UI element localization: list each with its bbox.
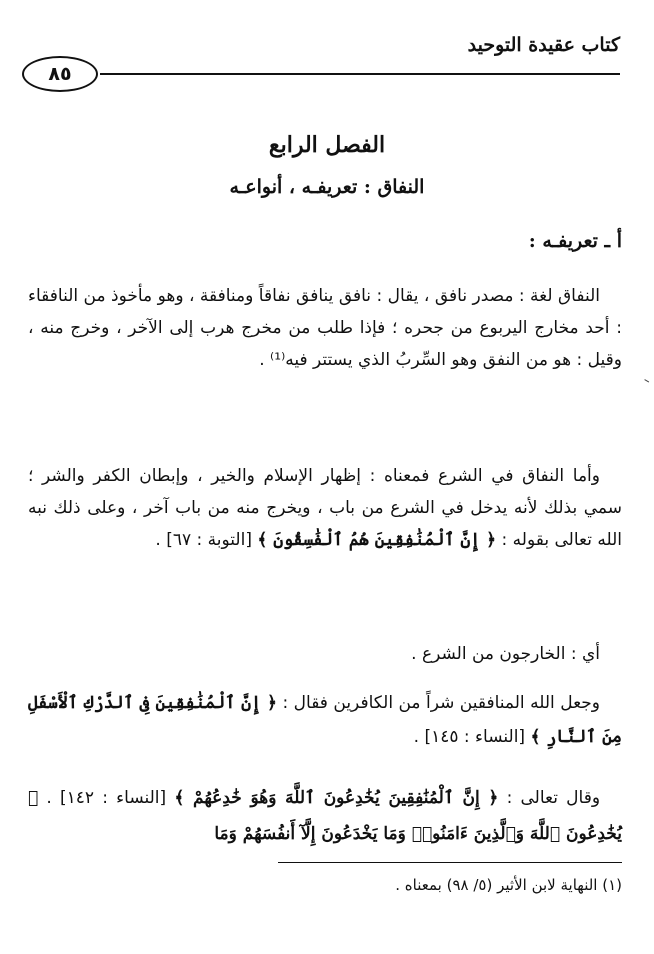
paragraph-legal-definition xyxy=(28,460,622,556)
footnote: (١) النهاية لابن الأثير (٥/ ٩٨) بمعناه . xyxy=(395,876,622,894)
page-number-badge xyxy=(22,56,98,92)
header-rule xyxy=(100,73,620,75)
paragraph-worse-than-disbelievers xyxy=(28,686,622,754)
quran-verse: ﴿ إِنَّ ٱلْمُنَٰفِقِينَ يُخَٰدِعُونَ ٱللَّهَ وَهُوَ خَٰدِعُهُمْ ﴾ xyxy=(174,788,499,808)
paragraph-text: وجعل الله المنافقين شراً من الكافرين فقال : xyxy=(282,693,601,713)
paragraph-text: أي : الخارجون من الشرع . xyxy=(411,644,600,664)
footnote-rule xyxy=(278,862,622,863)
quran-verse: ﴿ إِنَّ ٱلْمُنَٰفِقِينَ فِى ٱلدَّرْكِ ٱلْأَسْفَلِ مِنَ ٱلنَّارِ ﴾ xyxy=(28,693,622,747)
section-heading: أ ـ تعريفـه : xyxy=(528,230,622,252)
chapter-subtitle: النفاق : تعريفـه ، أنواعـه xyxy=(229,176,425,198)
paragraph-explanation xyxy=(28,638,622,670)
verse-reference: [النساء : ١٤٥] . xyxy=(413,727,526,747)
quran-verse: ﴿ إِنَّ ٱلْمُنَٰفِقِينَ هُمُ ٱلْفَٰسِقُونَ ﴾ xyxy=(257,530,497,550)
paragraph-deception xyxy=(28,780,622,852)
verse-reference: [التوبة : ٦٧] . xyxy=(155,530,252,550)
paragraph-text: وأما النفاق في الشرع فمعناه : إظهار الإسلام والخير ، وإبطان الكفر والشر ؛ سمي بذلك لأنه يدخل في الشرع من باب ، ويخرج منه من باب آخر ، وعلى ذلك نبه الله تعالى بقوله : xyxy=(28,466,622,550)
running-head: كتاب عقيدة التوحيد xyxy=(467,34,620,56)
verse-reference: [النساء : ١٤٢] . xyxy=(46,788,167,808)
page-number: ٨٥ xyxy=(48,63,72,85)
chapter-title: الفصل الرابع xyxy=(268,132,386,158)
paragraph-text: وقال تعالى : xyxy=(506,788,601,808)
quran-verse-continued: ﴿ يُخَٰدِعُونَ ٱللَّهَ وَٱلَّذِينَ ءَامَنُوا۟ وَمَا يَخْدَعُونَ إِلَّآ أَنفُسَهُمْ وَمَا xyxy=(28,788,622,844)
margin-mark xyxy=(642,379,649,387)
paragraph-linguistic-definition xyxy=(28,280,622,376)
paragraph-text: النفاق لغة : مصدر نافق ، يقال : نافق ينافق نفاقاً ومنافقة ، وهو مأخوذ من النافقاء : أحد مخارج اليربوع من جحره ؛ فإذا طلب من مخرج هرب إلى الآخر ، وخرج منه ، وقيل : هو من النفق وهو السِّربُ الذي يستتر فيه⁽¹⁾ . xyxy=(28,286,622,370)
